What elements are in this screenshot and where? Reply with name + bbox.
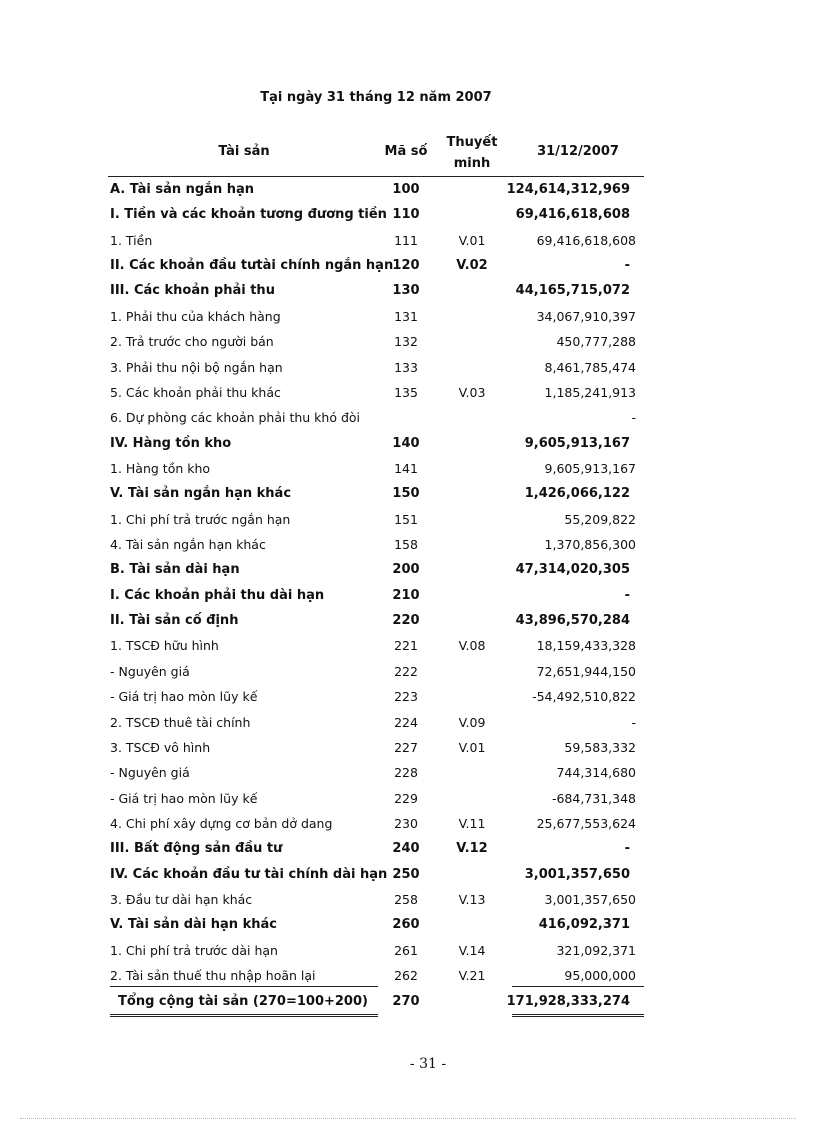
total-label: Tổng cộng tài sản (270=100+200): [118, 993, 368, 1009]
row-label: 1. TSCĐ hữu hình: [110, 638, 219, 654]
row-code: 120: [392, 258, 420, 274]
row-label: 1. Hàng tồn kho: [110, 460, 211, 476]
page-number: - 31 -: [409, 1056, 447, 1072]
row-label: I. Tiền và các khoản tương đương tiền: [110, 207, 387, 223]
row-value: -: [624, 258, 630, 274]
row-value: 9,605,913,167: [544, 460, 636, 476]
total-rule: [512, 986, 644, 987]
row-value: 69,416,618,608: [536, 232, 636, 248]
table-row: [108, 659, 644, 684]
row-label: 2. Tài sản thuế thu nhập hoãn lại: [110, 968, 316, 984]
row-label: 4. Chi phí xây dựng cơ bản dở dang: [110, 815, 333, 831]
row-value: 3,001,357,650: [524, 866, 630, 882]
row-code: 111: [394, 232, 418, 248]
row-label: B. Tài sản dài hạn: [110, 562, 240, 578]
row-code: 151: [394, 511, 418, 527]
row-note: V.08: [458, 638, 486, 654]
table-row: [108, 431, 644, 456]
total-rule: [110, 1014, 378, 1017]
row-value: 59,583,332: [564, 739, 636, 755]
col-header-date: 31/12/2007: [537, 144, 619, 159]
table-row: [108, 456, 644, 481]
table-row: [108, 532, 644, 557]
row-code: 260: [392, 917, 420, 933]
row-value: 416,092,371: [538, 917, 630, 933]
row-code: 222: [394, 663, 418, 679]
row-label: IV. Các khoản đầu tư tài chính dài hạn: [110, 866, 388, 882]
table-row: [108, 760, 644, 785]
row-value: 55,209,822: [564, 511, 636, 527]
row-value: 744,314,680: [556, 765, 636, 781]
row-code: 223: [394, 689, 418, 705]
table-body: [108, 177, 644, 989]
table-row: [108, 887, 644, 912]
page-bottom-divider: [20, 1118, 796, 1119]
row-label: 1. Tiền: [110, 232, 153, 248]
row-label: 1. Phải thu của khách hàng: [110, 308, 281, 324]
row-label: V. Tài sản ngắn hạn khác: [110, 486, 292, 502]
table-row: [108, 608, 644, 633]
row-value: 25,677,553,624: [536, 815, 636, 831]
row-code: 261: [394, 942, 418, 958]
row-label: 2. Trả trước cho người bán: [110, 334, 274, 350]
table-row: [108, 253, 644, 278]
row-value: 34,067,910,397: [536, 308, 636, 324]
row-note: V.01: [458, 232, 486, 248]
table-row: [108, 836, 644, 861]
row-value: -: [631, 410, 636, 426]
row-value: 72,651,944,150: [536, 663, 636, 679]
row-value: -: [624, 587, 630, 603]
col-header-note-line2: minh: [453, 156, 491, 171]
row-code: 135: [394, 384, 418, 400]
balance-sheet-table: [108, 130, 644, 1017]
row-code: 230: [394, 815, 418, 831]
row-label: II. Tài sản cố định: [110, 613, 239, 629]
row-code: 250: [392, 866, 420, 882]
row-value: 47,314,020,305: [515, 562, 630, 578]
row-code: 133: [394, 359, 418, 375]
row-label: 1. Chi phí trả trước dài hạn: [110, 942, 278, 958]
row-value: 1,185,241,913: [544, 384, 636, 400]
row-label: 1. Chi phí trả trước ngắn hạn: [110, 511, 291, 527]
table-row: [108, 304, 644, 329]
row-value: 18,159,433,328: [536, 638, 636, 654]
row-code: 227: [394, 739, 418, 755]
table-header: [108, 130, 644, 177]
row-label: 3. TSCĐ vô hình: [110, 739, 211, 755]
row-code: 150: [392, 486, 420, 502]
row-note: V.01: [458, 739, 486, 755]
row-label: 3. Phải thu nội bộ ngắn hạn: [110, 359, 283, 375]
table-row: [108, 481, 644, 506]
row-code: 229: [394, 790, 418, 806]
total-rule: [512, 1014, 644, 1017]
row-label: IV. Hàng tồn kho: [110, 435, 232, 451]
table-row: [108, 507, 644, 532]
row-code: 141: [394, 460, 418, 476]
row-label: A. Tài sản ngắn hạn: [110, 182, 255, 197]
table-row: [108, 862, 644, 887]
col-header-note-line1: Thuyết: [446, 135, 498, 150]
row-value: 8,461,785,474: [544, 359, 636, 375]
row-label: - Nguyên giá: [110, 663, 190, 679]
row-note: V.02: [456, 258, 488, 274]
table-row: [108, 177, 644, 202]
table-row: [108, 278, 644, 303]
row-code: 224: [394, 714, 418, 730]
row-value: 3,001,357,650: [544, 892, 636, 908]
table-row: [108, 228, 644, 253]
page-title: Tại ngày 31 tháng 12 năm 2007: [260, 90, 492, 105]
row-code: 132: [394, 334, 418, 350]
row-label: - Nguyên giá: [110, 765, 190, 781]
row-label: 2. TSCĐ thuê tài chính: [110, 714, 251, 730]
table-row: [108, 735, 644, 760]
row-code: 262: [394, 968, 418, 984]
row-value: -684,731,348: [551, 790, 636, 806]
col-header-code: Mã số: [384, 144, 428, 159]
total-rule: [110, 986, 378, 987]
table-row: [108, 405, 644, 430]
col-header-asset: Tài sản: [218, 144, 270, 159]
row-label: - Giá trị hao mòn lũy kế: [110, 790, 258, 806]
table-row: [108, 557, 644, 582]
row-value: 9,605,913,167: [524, 435, 630, 451]
row-code: 240: [392, 841, 420, 857]
row-value: -: [624, 841, 630, 857]
row-value: 321,092,371: [556, 942, 636, 958]
row-label: II. Các khoản đầu tưtài chính ngắn hạn: [110, 258, 394, 274]
table-row: [108, 355, 644, 380]
row-label: 6. Dự phòng các khoản phải thu khó đòi: [110, 410, 361, 426]
table-row: [108, 786, 644, 811]
row-note: V.09: [458, 714, 486, 730]
table-row: [108, 684, 644, 709]
row-code: 210: [392, 587, 420, 603]
table-row: [108, 380, 644, 405]
row-label: 4. Tài sản ngắn hạn khác: [110, 537, 266, 553]
row-value: 43,896,570,284: [515, 613, 630, 629]
row-value: 450,777,288: [556, 334, 636, 350]
table-row: [108, 633, 644, 658]
row-label: 3. Đầu tư dài hạn khác: [110, 892, 253, 908]
row-label: I. Các khoản phải thu dài hạn: [110, 587, 325, 603]
row-code: 258: [394, 892, 418, 908]
total-code: 270: [392, 993, 420, 1009]
row-label: III. Bất động sản đầu tư: [110, 841, 283, 857]
row-value: -: [631, 714, 636, 730]
row-label: V. Tài sản dài hạn khác: [110, 917, 277, 933]
row-code: 221: [394, 638, 418, 654]
row-value: 1,370,856,300: [544, 537, 636, 553]
row-label: 5. Các khoản phải thu khác: [110, 384, 281, 400]
row-note: V.12: [456, 841, 488, 857]
row-value: 95,000,000: [564, 968, 636, 984]
row-code: 228: [394, 765, 418, 781]
row-note: V.03: [458, 384, 486, 400]
row-code: 110: [392, 207, 420, 223]
row-code: 140: [392, 435, 420, 451]
row-note: V.13: [458, 892, 486, 908]
row-code: 100: [392, 182, 420, 197]
row-note: V.14: [458, 942, 486, 958]
col-header-note: [432, 132, 512, 174]
row-label: - Giá trị hao mòn lũy kế: [110, 689, 258, 705]
table-row: [108, 710, 644, 735]
row-note: V.21: [458, 968, 486, 984]
row-value: 124,614,312,969: [506, 182, 630, 197]
row-value: 44,165,715,072: [515, 283, 630, 299]
table-row: [108, 329, 644, 354]
table-row: [108, 938, 644, 963]
table-row: [108, 811, 644, 836]
total-row: [108, 989, 644, 1017]
row-code: 158: [394, 537, 418, 553]
total-value: 171,928,333,274: [506, 993, 630, 1009]
row-code: 200: [392, 562, 420, 578]
table-row: [108, 202, 644, 227]
row-code: 130: [392, 283, 420, 299]
row-label: III. Các khoản phải thu: [110, 283, 275, 299]
row-code: 131: [394, 308, 418, 324]
row-value: 1,426,066,122: [524, 486, 630, 502]
row-value: 69,416,618,608: [515, 207, 630, 223]
row-code: 220: [392, 613, 420, 629]
row-note: V.11: [458, 815, 486, 831]
row-value: -54,492,510,822: [532, 689, 636, 705]
table-row: [108, 912, 644, 937]
table-row: [108, 583, 644, 608]
